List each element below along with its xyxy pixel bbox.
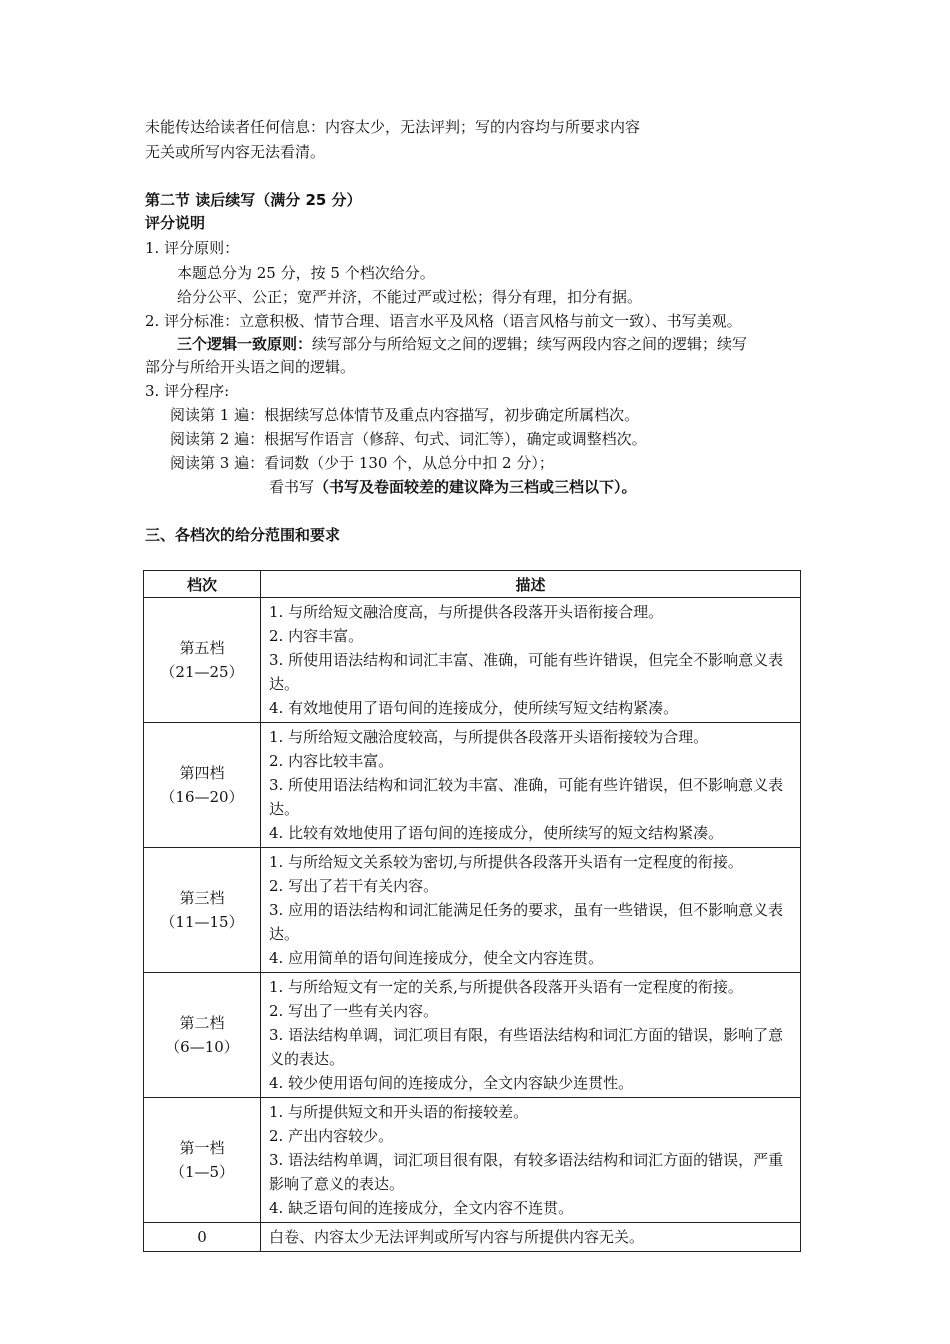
table-row — [144, 1098, 801, 1223]
principle-line-a: 本题总分为 25 分，按 5 个档次给分。 — [177, 264, 435, 282]
header-description: 描述 — [261, 571, 801, 598]
description-item: 2. 内容丰富。 — [269, 627, 364, 645]
principle-line-b: 给分公平、公正；宽严并济，不能过严或过松；得分有理，扣分有据。 — [177, 288, 643, 306]
level-name: 第三档 — [179, 889, 225, 907]
level-cell — [144, 723, 261, 848]
table-row — [144, 598, 801, 723]
procedure-read-1: 阅读第 1 遍：根据续写总体情节及重点内容描写，初步确定所属档次。 — [170, 406, 640, 424]
description-item: 1. 与所提供短文和开头语的衔接较差。 — [269, 1103, 529, 1121]
criteria-line: 2. 评分标准：立意积极、情节合理、语言水平及风格（语言风格与前文一致）、书写美观。 — [145, 312, 742, 330]
level-range: （11—15） — [160, 913, 244, 931]
table-header-row — [144, 571, 801, 598]
level-name: 第四档 — [179, 764, 225, 782]
description-item: 2. 写出了若干有关内容。 — [269, 877, 439, 895]
description-item: 1. 与所给短文关系较为密切,与所提供各段落开头语有一定程度的衔接。 — [269, 853, 743, 871]
logic-principle-text: 续写部分与所给短文之间的逻辑；续写两段内容之间的逻辑；续写 — [312, 335, 748, 353]
description-item: 4. 较少使用语句间的连接成分，全文内容缺少连贯性。 — [269, 1074, 634, 1092]
level-cell — [144, 598, 261, 723]
description-cell: 白卷、内容太少无法评判或所写内容与所提供内容无关。 — [261, 1223, 801, 1252]
table-row — [144, 848, 801, 973]
table-row — [144, 723, 801, 848]
description-cell — [261, 848, 801, 973]
handwriting-note: （书写及卷面较差的建议降为三档或三档以下）。 — [314, 478, 637, 496]
description-item: 4. 有效地使用了语句间的连接成分，使所续写短文结构紧凑。 — [269, 699, 679, 717]
level-range: （16—20） — [160, 788, 244, 806]
logic-principle-line — [177, 333, 747, 355]
procedure-read-2: 阅读第 2 遍：根据写作语言（修辞、句式、词汇等），确定或调整档次。 — [170, 430, 647, 448]
logic-principle-continued: 部分与所给开头语之间的逻辑。 — [145, 358, 356, 376]
description-item: 1. 与所给短文融洽度高，与所提供各段落开头语衔接合理。 — [269, 603, 664, 621]
table-row-zero — [144, 1223, 801, 1252]
description-item: 4. 比较有效地使用了语句间的连接成分，使所续写的短文结构紧凑。 — [269, 824, 724, 842]
description-item: 1. 与所给短文有一定的关系,与所提供各段落开头语有一定程度的衔接。 — [269, 978, 743, 996]
grading-table — [143, 570, 801, 1252]
level-range: （1—5） — [169, 1163, 235, 1181]
description-item: 4. 应用简单的语句间连接成分，使全文内容连贯。 — [269, 949, 604, 967]
level-cell — [144, 1098, 261, 1223]
description-item: 2. 写出了一些有关内容。 — [269, 1002, 439, 1020]
level-range: （21—25） — [160, 663, 244, 681]
handwriting-label: 看书写 — [269, 478, 315, 496]
level-cell — [144, 848, 261, 973]
logic-principle-label: 三个逻辑一致原则： — [177, 335, 313, 353]
description-item: 3. 语法结构单调，词汇项目有限，有些语法结构和词汇方面的错误，影响了意义的表达。 — [269, 1026, 784, 1068]
level-name: 第一档 — [179, 1139, 225, 1157]
description-item: 3. 应用的语法结构和词汇能满足任务的要求，虽有一些错误，但不影响意义表达。 — [269, 901, 784, 943]
description-item: 3. 所使用语法结构和词汇较为丰富、准确，可能有些许错误，但不影响意义表达。 — [269, 776, 784, 818]
section3-title: 三、各档次的给分范围和要求 — [145, 526, 341, 544]
description-item: 4. 缺乏语句间的连接成分，全文内容不连贯。 — [269, 1199, 574, 1217]
level-cell — [144, 973, 261, 1098]
level-range: （6—10） — [165, 1038, 239, 1056]
header-level: 档次 — [144, 571, 261, 598]
description-item: 2. 内容比较丰富。 — [269, 752, 394, 770]
section2-title: 第二节 读后续写（满分 25 分） — [145, 191, 362, 209]
section2-subtitle: 评分说明 — [145, 214, 206, 232]
description-cell — [261, 598, 801, 723]
description-cell — [261, 1098, 801, 1223]
description-item: 2. 产出内容较少。 — [269, 1127, 394, 1145]
procedure-read-3: 阅读第 3 遍：看词数（少于 130 个，从总分中扣 2 分）； — [170, 454, 554, 472]
principle-heading: 1. 评分原则： — [145, 239, 240, 257]
procedure-heading: 3. 评分程序: — [145, 382, 230, 400]
intro-line-2: 无关或所写内容无法看清。 — [145, 143, 326, 161]
description-cell — [261, 973, 801, 1098]
description-item: 3. 语法结构单调，词汇项目很有限，有较多语法结构和词汇方面的错误，严重影响了意义的表达。 — [269, 1151, 784, 1193]
level-cell: 0 — [144, 1223, 261, 1252]
intro-line-1: 未能传达给读者任何信息：内容太少，无法评判；写的内容均与所要求内容 — [145, 118, 641, 136]
description-cell — [261, 723, 801, 848]
description-item: 1. 与所给短文融洽度较高，与所提供各段落开头语衔接较为合理。 — [269, 728, 709, 746]
level-name: 第二档 — [179, 1014, 225, 1032]
table-row — [144, 973, 801, 1098]
level-name: 第五档 — [179, 639, 225, 657]
description-item: 3. 所使用语法结构和词汇丰富、准确，可能有些许错误，但完全不影响意义表达。 — [269, 651, 784, 693]
procedure-handwriting-line — [269, 476, 637, 498]
